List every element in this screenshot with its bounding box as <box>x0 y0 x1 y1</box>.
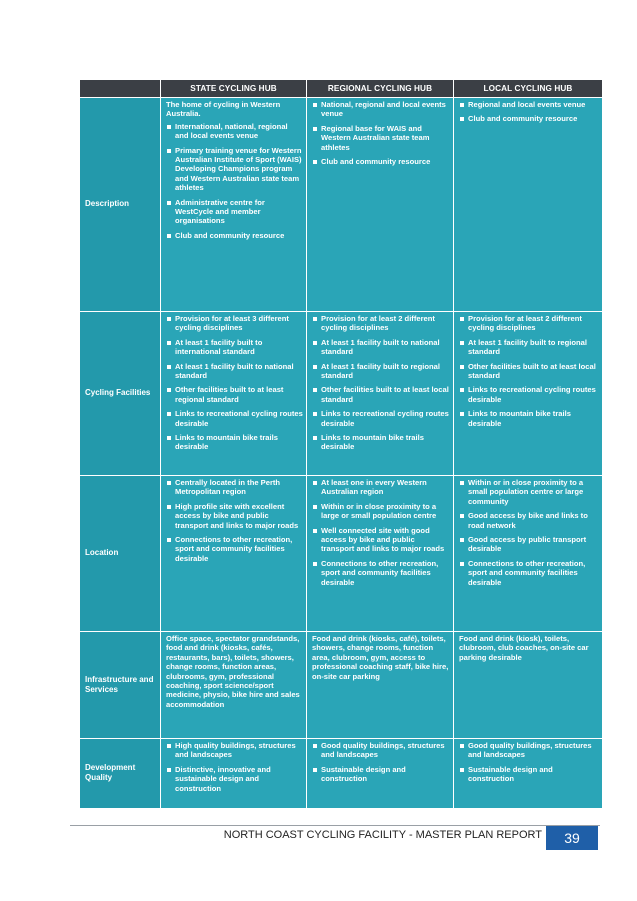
list-item: At least one in every Western Australian region <box>312 478 450 497</box>
list-item: Regional base for WAIS and Western Australian state team athletes <box>312 124 450 152</box>
list-item: Primary training venue for Western Australian Institute of Sport (WAIS) Developing Champions program and Western Australian state team athletes <box>166 146 303 193</box>
list-item: Good quality buildings, structures and landscapes <box>312 741 450 760</box>
list-item: Club and community resource <box>312 157 450 166</box>
list-item: National, regional and local events venue <box>312 100 450 119</box>
cell-local <box>454 739 603 809</box>
list-item: Distinctive, innovative and sustainable design and construction <box>166 765 303 793</box>
footer-report-title: NORTH COAST CYCLING FACILITY - MASTER PLAN REPORT <box>223 829 542 841</box>
list-item: Within or in close proximity to a small population centre or large community <box>459 478 599 506</box>
cell-state <box>161 98 307 312</box>
cell-text: Office space, spectator grandstands, food and drink (kiosks, cafés, restaurants, bars), toilets, showers, change rooms, function areas, clubrooms, gym, professional coaching, sport science/sport medicine, physio, bike hire and sales accommodation <box>166 634 300 709</box>
table-header-row <box>80 80 603 98</box>
list-item: Links to recreational cycling routes desirable <box>459 385 599 404</box>
list-item: At least 1 facility built to international standard <box>166 338 303 357</box>
cell-text: Food and drink (kiosks, café), toilets, showers, change rooms, function area, clubroom, gym, access to professional coaching staff, bike hire, on-site car parking <box>312 634 449 681</box>
list-item: At least 1 facility built to regional standard <box>459 338 599 357</box>
list-item: Links to recreational cycling routes desirable <box>312 409 450 428</box>
list-item: Club and community resource <box>459 114 599 123</box>
row-label: Development Quality <box>80 739 161 809</box>
row-label: Cycling Facilities <box>80 312 161 476</box>
list-item: At least 1 facility built to national standard <box>312 338 450 357</box>
cycling-hub-comparison-table <box>79 79 603 809</box>
cell-local <box>454 632 603 739</box>
list-item: Links to mountain bike trails desirable <box>312 433 450 452</box>
cell-regional <box>307 476 454 632</box>
header-corner-cell <box>80 80 161 98</box>
header-local-cycling-hub: LOCAL CYCLING HUB <box>454 80 603 98</box>
list-item: Links to mountain bike trails desirable <box>459 409 599 428</box>
list-item: Within or in close proximity to a large or small population centre <box>312 502 450 521</box>
list-item: Well connected site with good access by bike and public transport and links to major roads <box>312 526 450 554</box>
cell-state <box>161 739 307 809</box>
header-state-cycling-hub: STATE CYCLING HUB <box>161 80 307 98</box>
list-item: At least 1 facility built to regional standard <box>312 362 450 381</box>
list-item: Regional and local events venue <box>459 100 599 109</box>
list-item: Other facilities built to at least local standard <box>312 385 450 404</box>
cell-state <box>161 476 307 632</box>
cell-local <box>454 98 603 312</box>
cell-state <box>161 312 307 476</box>
cell-regional <box>307 632 454 739</box>
table-row-description <box>80 98 603 312</box>
cell-state <box>161 632 307 739</box>
list-item: Sustainable design and construction <box>459 765 599 784</box>
cell-local <box>454 312 603 476</box>
list-item: Links to mountain bike trails desirable <box>166 433 303 452</box>
list-item: Other facilities built to at least local standard <box>459 362 599 381</box>
row-label: Location <box>80 476 161 632</box>
list-item: Good access by public transport desirable <box>459 535 599 554</box>
header-regional-cycling-hub: REGIONAL CYCLING HUB <box>307 80 454 98</box>
list-item: Good quality buildings, structures and landscapes <box>459 741 599 760</box>
cell-regional <box>307 312 454 476</box>
cell-text: Food and drink (kiosk), toilets, clubroom, club coaches, on-site car parking desirable <box>459 634 589 662</box>
list-item: High quality buildings, structures and landscapes <box>166 741 303 760</box>
list-item: Provision for at least 3 different cycling disciplines <box>166 314 303 333</box>
list-item: Provision for at least 2 different cycling disciplines <box>459 314 599 333</box>
footer-divider <box>70 825 600 826</box>
list-item: Sustainable design and construction <box>312 765 450 784</box>
list-item: Links to recreational cycling routes desirable <box>166 409 303 428</box>
table-row-cycling-facilities <box>80 312 603 476</box>
list-item: Connections to other recreation, sport and community facilities desirable <box>312 559 450 587</box>
list-item: Connections to other recreation, sport and community facilities desirable <box>459 559 599 587</box>
list-item: Club and community resource <box>166 231 303 240</box>
table-row-development-quality <box>80 739 603 809</box>
cell-regional <box>307 739 454 809</box>
list-item: Connections to other recreation, sport and community facilities desirable <box>166 535 303 563</box>
list-item: Good access by bike and links to road network <box>459 511 599 530</box>
list-item: Centrally located in the Perth Metropolitan region <box>166 478 303 497</box>
cell-local <box>454 476 603 632</box>
list-item: High profile site with excellent access by bike and public transport and links to major roads <box>166 502 303 530</box>
table-row-infrastructure-and-services <box>80 632 603 739</box>
list-item: At least 1 facility built to national standard <box>166 362 303 381</box>
list-item: Administrative centre for WestCycle and member organisations <box>166 198 303 226</box>
row-label: Description <box>80 98 161 312</box>
table-row-location <box>80 476 603 632</box>
list-item: International, national, regional and local events venue <box>166 122 303 141</box>
list-item: Provision for at least 2 different cycling disciplines <box>312 314 450 333</box>
cell-intro: The home of cycling in Western Australia. <box>166 100 281 119</box>
cell-regional <box>307 98 454 312</box>
list-item: Other facilities built to at least regional standard <box>166 385 303 404</box>
row-label: Infrastructure and Services <box>80 632 161 739</box>
page-number-badge: 39 <box>546 826 598 850</box>
